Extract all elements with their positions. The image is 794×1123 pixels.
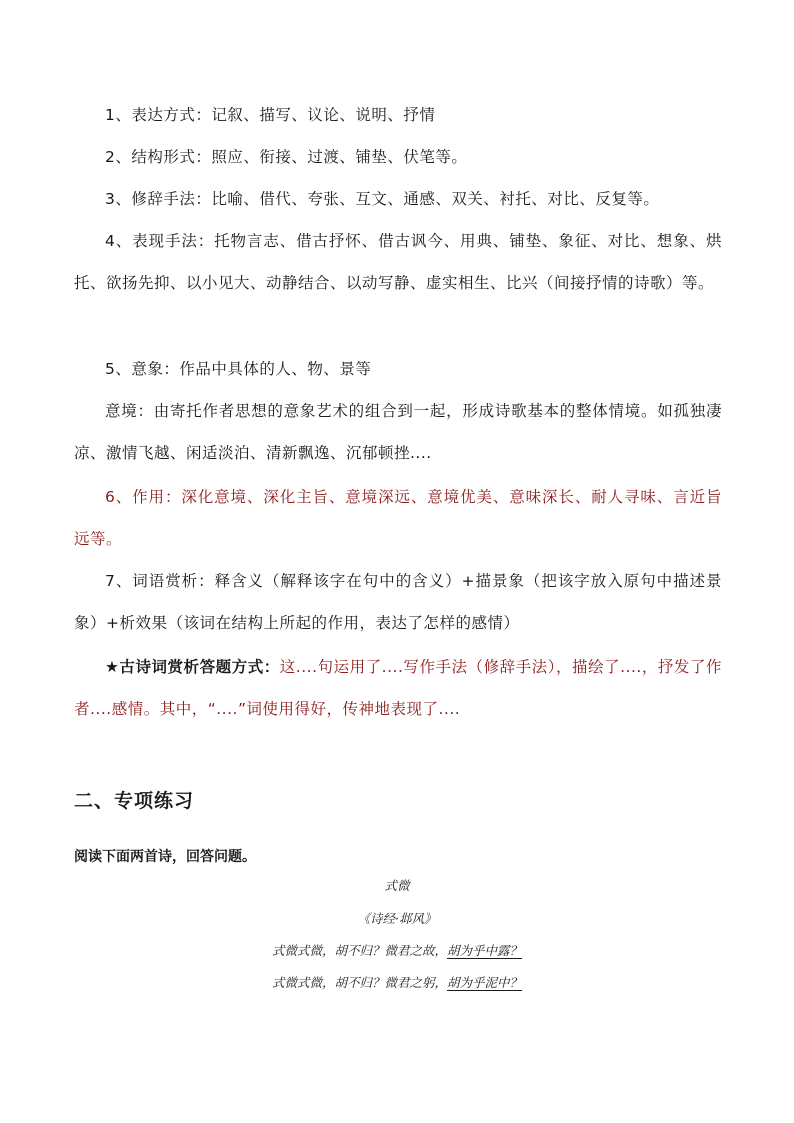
item-expression-methods: 1、表达方式：记叙、描写、议论、说明、抒情	[105, 106, 436, 124]
poem-line-2-start: 式微式微，胡不归？微君之躬，	[271, 975, 447, 990]
item-answer-format	[74, 646, 722, 730]
section-title: 二、专项练习	[74, 790, 195, 812]
answer-format-text: 这....句运用了....写作手法（修辞手法），描绘了....，抒发了作者....感情。其中，“....”词使用得好，传神地表现了....	[74, 658, 722, 718]
poem-line-1	[0, 941, 794, 959]
poem-line-2	[0, 973, 794, 991]
poem-line-1-underlined: 胡为乎中露？	[447, 943, 523, 958]
reading-instruction: 阅读下面两首诗，回答问题。	[74, 849, 256, 865]
answer-format-label: ★古诗词赏析答题方式：	[105, 658, 280, 676]
item-imagery: 5、意象：作品中具体的人、物、景等	[105, 360, 372, 378]
poem-line-2-underlined: 胡为乎泥中？	[447, 975, 523, 990]
item-word-analysis: 7、词语赏析：释含义（解释该字在句中的含义）+描景象（把该字放入原句中描述景象）+析效果（该词在结构上所起的作用，表达了怎样的感情）	[74, 572, 722, 632]
item-artistic-conception: 意境：由寄托作者思想的意象艺术的组合到一起，形成诗歌基本的整体情境。如孤独凄凉、激情飞越、闲适淡泊、清新飘逸、沉郁顿挫....	[74, 402, 722, 462]
poem-title: 式微	[384, 878, 410, 893]
poem-source: 《诗经·邶风》	[357, 911, 437, 926]
item-structure-forms: 2、结构形式：照应、衔接、过渡、铺垫、伏笔等。	[105, 148, 468, 166]
item-rhetoric-devices: 3、修辞手法：比喻、借代、夸张、互文、通感、双关、衬托、对比、反复等。	[105, 190, 660, 208]
item-expressive-techniques: 4、表现手法：托物言志、借古抒怀、借古讽今、用典、铺垫、象征、对比、想象、烘托、欲扬先抑、以小见大、动静结合、以动写静、虚实相生、比兴（间接抒情的诗歌）等。	[74, 232, 722, 292]
poem-line-1-start: 式微式微，胡不归？微君之故，	[271, 943, 447, 958]
item-function: 6、作用：深化意境、深化主旨、意境深远、意境优美、意味深长、耐人寻味、言近旨远等。	[74, 488, 722, 548]
